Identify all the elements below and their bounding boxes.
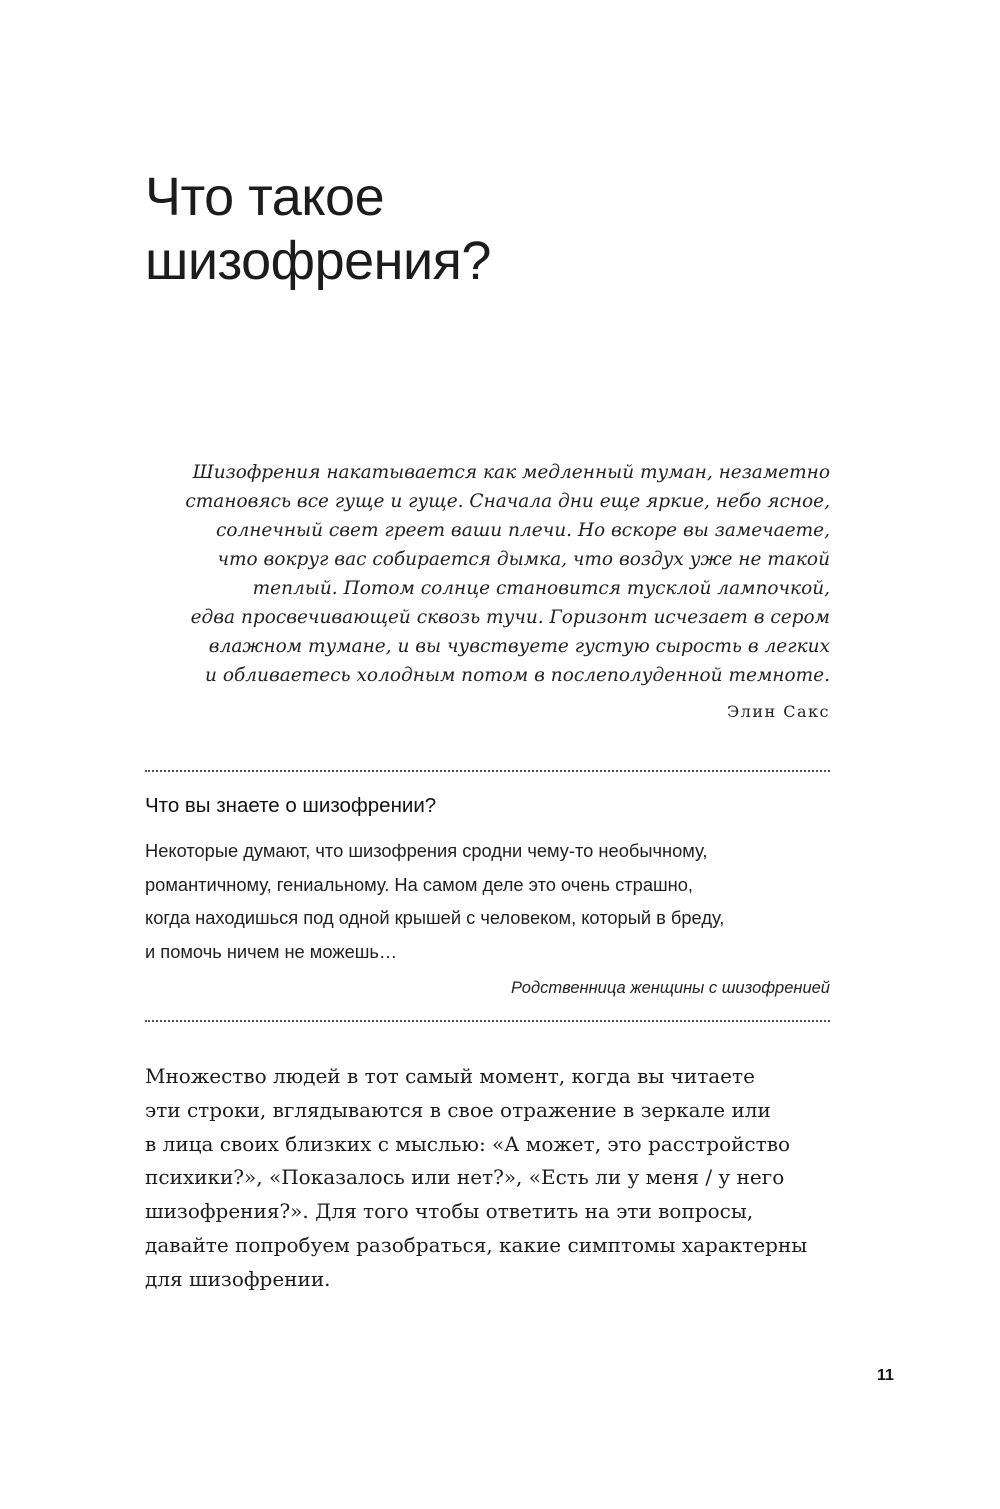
body-line: эти строки, вглядываются в свое отражение в зеркале или <box>145 1097 771 1122</box>
page-number: 11 <box>877 1367 894 1384</box>
sidebar-quote <box>145 834 835 968</box>
body-line: для шизофрении. <box>145 1266 331 1291</box>
epigraph <box>180 458 830 690</box>
body-line: шизофрения?». Для того чтобы ответить на эти вопросы, <box>145 1199 754 1224</box>
body-line: психики?», «Показалось или нет?», «Есть ли у меня / у него <box>145 1165 785 1190</box>
sidebar-quote-line: и помочь ничем не можешь… <box>145 940 398 962</box>
epigraph-line: едва просвечивающей сквозь тучи. Горизонт исчезает в сером <box>190 607 830 628</box>
epigraph-line: солнечный свет греет ваши плечи. Но вскоре вы замечаете, <box>215 520 830 541</box>
chapter-title-line-1: Что такое <box>145 167 385 227</box>
epigraph-line: теплый. Потом солнце становится тусклой лампочкой, <box>252 578 830 599</box>
sidebar-heading: Что вы знаете о шизофрении? <box>145 794 437 817</box>
sidebar-attribution: Родственница женщины с шизофренией <box>510 979 830 997</box>
body-paragraph <box>145 1060 835 1297</box>
epigraph-line: и обливаетесь холодным потом в послеполуденной темноте. <box>205 665 830 686</box>
sidebar-quote-line: когда находишься под одной крышей с человеком, который в бреду, <box>145 907 725 928</box>
epigraph-line: влажном тумане, и вы чувствуете густую сырость в легких <box>208 636 830 657</box>
sidebar-quote-line: Некоторые думают, что шизофрения сродни чему-то необычному, <box>145 840 708 861</box>
epigraph-author: Элин Сакс <box>726 702 830 721</box>
epigraph-line: Шизофрения накатывается как медленный туман, незаметно <box>192 462 830 483</box>
body-line: давайте попробуем разобраться, какие симптомы характерны <box>145 1232 808 1257</box>
sidebar-bottom-divider <box>145 1020 830 1022</box>
sidebar-top-divider <box>145 770 830 772</box>
epigraph-line: что вокруг вас собирается дымка, что воздух уже не такой <box>217 549 830 570</box>
chapter-title <box>145 165 845 293</box>
chapter-title-line-2: шизофрения? <box>145 231 491 291</box>
sidebar-quote-line: романтичному, гениальному. На самом деле это очень страшно, <box>145 873 694 895</box>
body-line: в лица своих близких с мыслью: «А может, это расстройство <box>145 1131 790 1156</box>
body-line: Множество людей в тот самый момент, когда вы читаете <box>145 1064 755 1088</box>
epigraph-line: становясь все гуще и гуще. Сначала дни еще яркие, небо ясное, <box>185 491 830 512</box>
